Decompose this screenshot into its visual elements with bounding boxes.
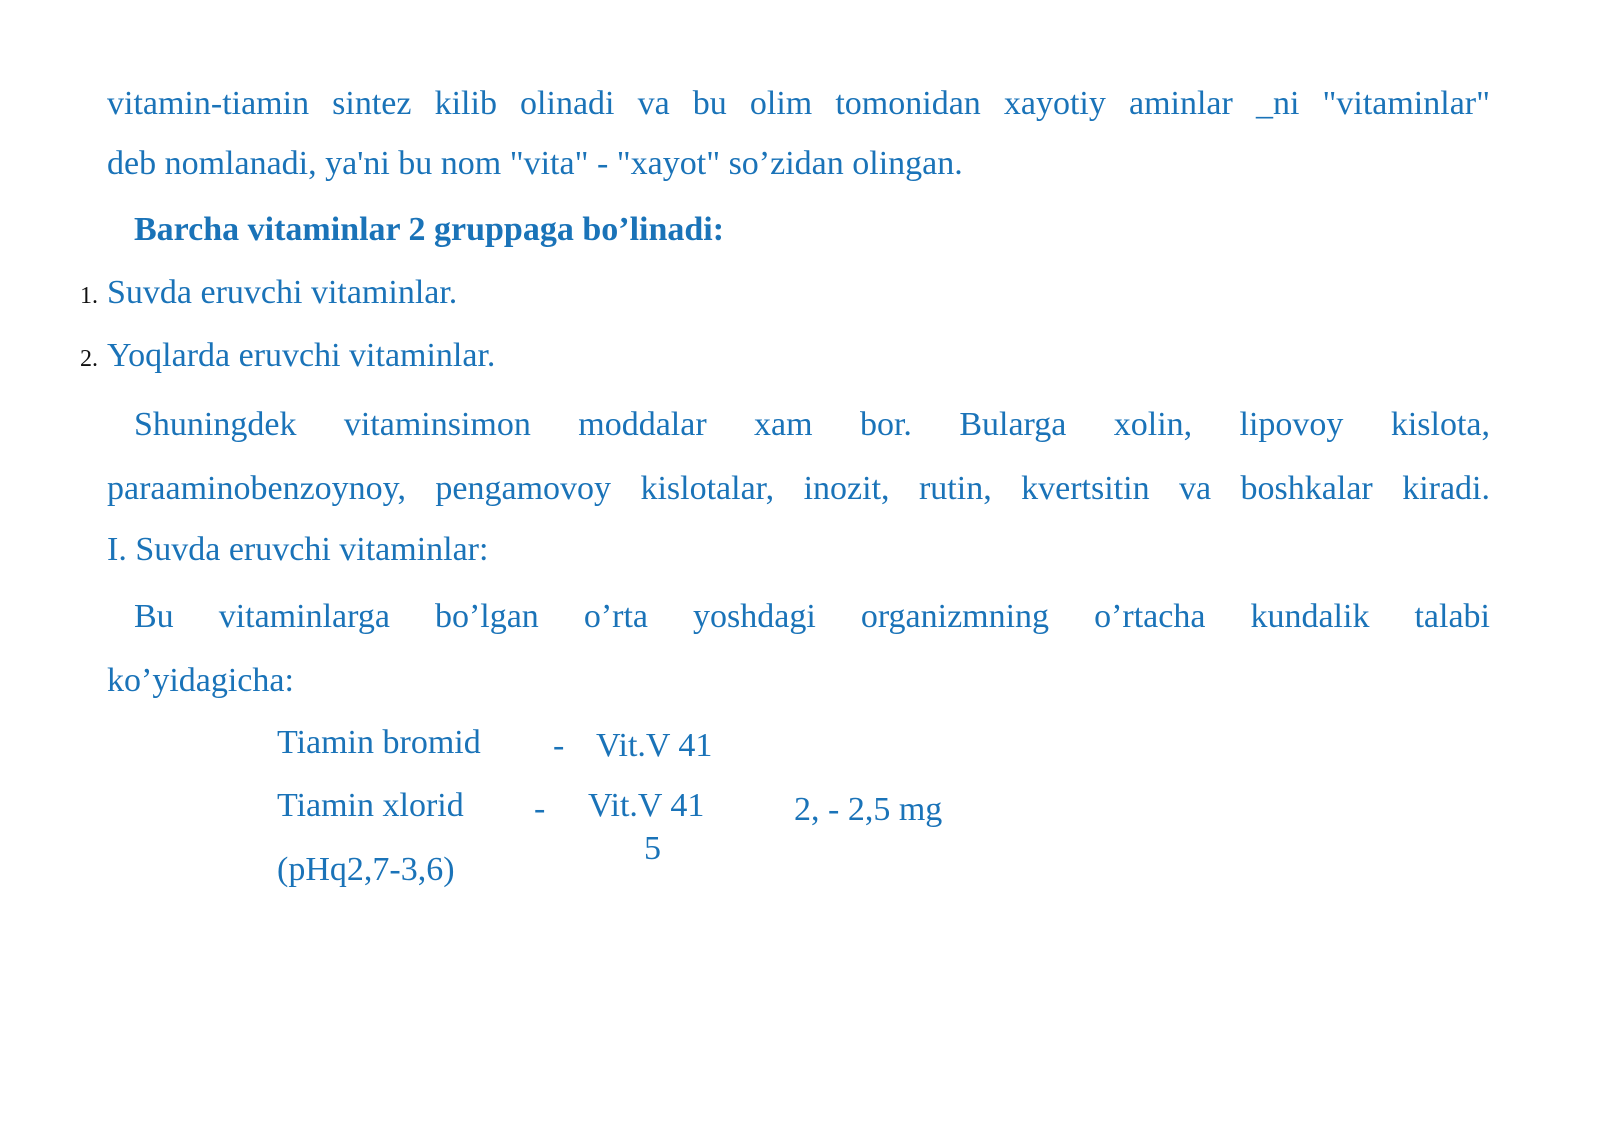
paragraph-1-line-2: deb nomlanadi, ya'ni bu nom "vita" - "xayot" so’zidan olingan. <box>107 145 963 182</box>
list-item-number: 1. <box>80 283 98 309</box>
vitamin-code: Vit.V 41 <box>588 787 705 824</box>
section-heading: Barcha vitaminlar 2 gruppaga bo’linadi: <box>134 211 725 248</box>
ph-note: (pHq2,7-3,6) <box>277 851 455 888</box>
paragraph-3-line-2: ko’yidagicha: <box>107 662 294 699</box>
dash: - <box>534 790 546 827</box>
daily-dose: 2, - 2,5 mg <box>794 791 943 828</box>
vitamin-code-subline: 5 <box>644 830 661 867</box>
paragraph-2-line-1: Shuningdek vitaminsimon moddalar xam bor. Bularga xolin, lipovoy kislota, <box>134 406 1490 443</box>
vitamin-code: Vit.V 41 <box>596 727 713 764</box>
list-item: Yoqlarda eruvchi vitaminlar. <box>107 337 496 374</box>
paragraph-1-line-1: vitamin-tiamin sintez kilib olinadi va bu olim tomonidan xayotiy aminlar _ni "vitaminlar" <box>107 85 1490 122</box>
vitamin-name: Tiamin bromid <box>277 724 481 761</box>
paragraph-3-line-1: Bu vitaminlarga bo’lgan o’rta yoshdagi organizmning o’rtacha kundalik talabi <box>134 598 1490 635</box>
vitamin-name: Tiamin xlorid <box>277 787 464 824</box>
paragraph-2-line-2: paraaminobenzoynoy, pengamovoy kislotalar, inozit, rutin, kvertsitin va boshkalar kiradi. <box>107 470 1490 507</box>
dash: - <box>553 727 565 764</box>
list-item: Suvda eruvchi vitaminlar. <box>107 274 458 311</box>
list-item-number: 2. <box>80 346 98 372</box>
section-title: I. Suvda eruvchi vitaminlar: <box>107 531 489 568</box>
